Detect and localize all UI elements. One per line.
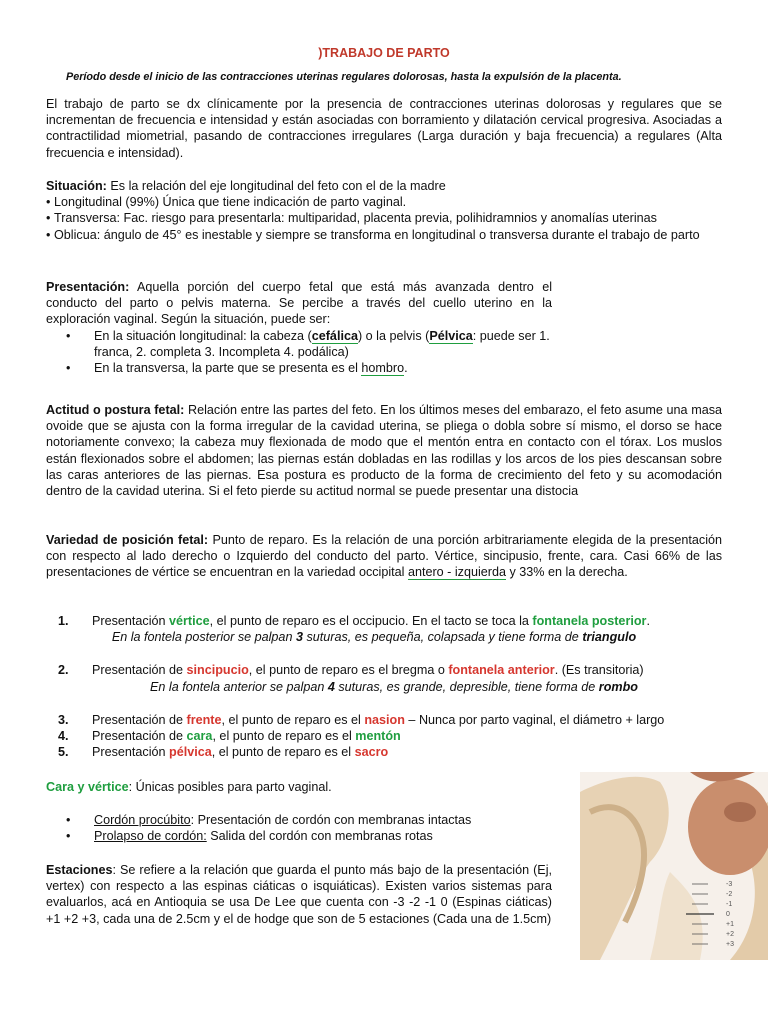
presentacion-label: Presentación: (46, 280, 130, 294)
list-item: 1. Presentación vértice, el punto de reparo es el occipucio. En el tacto se toca la fontanela posterior. (58, 614, 650, 628)
station-label: +1 (726, 921, 734, 928)
antero-izquierda-term: antero - izquierda (407, 565, 506, 580)
situacion-section (46, 178, 722, 243)
page-title: )TRABAJO DE PARTO (318, 46, 450, 60)
situacion-item-2: Transversa: Fac. riesgo para presentarla: multiparidad, placenta previa, polihidramnios y anomalías uterinas (54, 211, 657, 226)
presentacion-text: Aquella porción del cuerpo fetal que está más avanzada dentro el conducto del parto o pelvis materna. Se percibe a través del cuello uterino en la exploración vaginal. Según la situación, puede ser: (46, 280, 552, 327)
list-item: 5. Presentación pélvica, el punto de reparo es el sacro (58, 745, 389, 760)
bullet: • (66, 813, 71, 827)
situacion-item-3: Oblicua: ángulo de 45° es inestable y siempre se transforma en longitudinal o transversa durante el trabajo de parto (54, 227, 700, 242)
actitud-label: Actitud o postura fetal: (46, 403, 185, 417)
fetal-face (724, 802, 756, 822)
situacion-label: Situación: (46, 179, 107, 193)
station-label: -1 (726, 901, 733, 908)
list-note: En la fontela posterior se palpan 3 suturas, es pequeña, colapsada y tiene forma de triangulo (111, 630, 637, 645)
station-label: -3 (726, 881, 733, 888)
situacion-text: Es la relación del eje longitudinal del feto con el de la madre (106, 179, 446, 193)
list-item: 4. Presentación de cara, el punto de reparo es el mentón (58, 729, 401, 744)
variedad-text: Punto de reparo. Es la relación de una porción arbitrariamente elegida de la presentación con respecto al lado derecho o Izquierdo del conducto del parto. Vértice, sincipusio, frente, cara. Casi 66% de las presentaciones de vértice se encuentran en la variedad occipital (46, 533, 723, 580)
cordon-item-2: Prolapso de cordón: Salida del cordón con membranas rotas (94, 829, 433, 844)
station-label: +2 (726, 931, 734, 938)
cefalica-term: cefálica (311, 328, 358, 343)
intro-paragraph: El trabajo de parto se dx clínicamente por la presencia de contracciones uterinas dolorosas y regulares que se incrementan de frecuencia e intensidad y están asociadas con borramiento y dilatación cervical progresiva. Asociadas a contractilidad miometrial, pasando de contracciones irregulares (Larga duración y baja frecuencia) a regulares (Alta frecuencia e intensidad). (46, 97, 722, 160)
cara-vertice-line: Cara y vértice: Únicas posibles para parto vaginal. (46, 780, 332, 794)
subtitle: Período desde el inicio de las contracciones uterinas regulares dolorosas, hasta la expulsión de la placenta. (66, 71, 622, 83)
list-item: 3. Presentación de frente, el punto de reparo es el nasion – Nunca por parto vaginal, el diámetro + largo (58, 712, 665, 727)
hombro-term: hombro (361, 361, 405, 376)
actitud-paragraph (46, 402, 722, 499)
presentacion-item-1: En la situación longitudinal: la cabeza (cefálica) o la pelvis (Pélvica: puede ser 1. franca, 2. completa 3. Incompleta 4. podálica) (94, 328, 550, 359)
bullet: • (66, 361, 71, 376)
presentation-list (46, 613, 722, 760)
pelvica-term: Pélvica (429, 328, 473, 343)
station-label: -2 (726, 891, 733, 898)
actitud-text: Relación entre las partes del feto. En los últimos meses del embarazo, el feto asume una masa ovoide que se ajusta con la forma irregular de la cavidad uterina, se pliega o dobla sobre sí mismo, el dorso se hace notoriamente convexo; la cabeza muy flexionada de modo que el mentón entra en contacto con el tórax. Los muslos están flexionados sobre el abdomen; las piernas están dobladas en las rodillas y los arcos de los pies descansan sobre las caras anteriores de las piernas. Esa postura es producto de la forma de crecimiento del feto y su acomodación dentro de la cavidad uterina. Si el feto pierde su actitud normal se puede presentar una distocia (46, 403, 722, 499)
bullet: • (46, 227, 51, 242)
situacion-item-1: Longitudinal (99%) Única que tiene indicación de parto vaginal. (54, 195, 407, 210)
presentacion-item-2: En la transversa, la parte que se presenta es el hombro. (94, 361, 408, 376)
bullet: • (66, 328, 71, 343)
list-item: 2. Presentación de sincipucio, el punto de reparo es el bregma o fontanela anterior. (Es transitoria) (58, 663, 644, 678)
station-label: +3 (726, 941, 734, 948)
variedad-label: Variedad de posición fetal: (46, 533, 209, 547)
pelvis-fetal-head-illustration (580, 772, 768, 960)
station-label: 0 (726, 911, 730, 918)
bullet: • (46, 195, 51, 210)
presentacion-section (46, 279, 552, 376)
estaciones-label: Estaciones (46, 863, 113, 877)
list-note: En la fontela anterior se palpan 4 suturas, es grande, depresible, tiene forma de rombo (150, 679, 638, 694)
cara-vertice-label: Cara y vértice (46, 780, 129, 794)
bullet: • (46, 211, 51, 226)
bullet: • (66, 829, 71, 844)
cordon-item-1: Cordón procúbito: Presentación de cordón con membranas intactas (94, 813, 472, 827)
estaciones-paragraph: Estaciones: Se refiere a la relación que guarda el punto más bajo de la presentación (Ej, vertex) con respecto a las espinas ciáticas o isquiáticas). Existen varios sistemas para evaluarlos, acá en Antioquia se usa De Lee que cuenta con -3 -2 -1 0 (Espinas ciáticas) +1 +2 +3, cada una de 2.5cm y el de hodge que son de 5 estaciones (Cada una de 1.5cm) (46, 863, 552, 926)
variedad-paragraph: Variedad de posición fetal: Punto de reparo. Es la relación de una porción arbitrariamente elegida de la presentación con respecto al lado derecho o Izquierdo del conducto del parto. Vértice, sincipusio, frente, cara. Casi 66% de las presentaciones de vértice se encuentran en la variedad occipital antero - izquierda y 33% en la derecha. (46, 533, 723, 580)
